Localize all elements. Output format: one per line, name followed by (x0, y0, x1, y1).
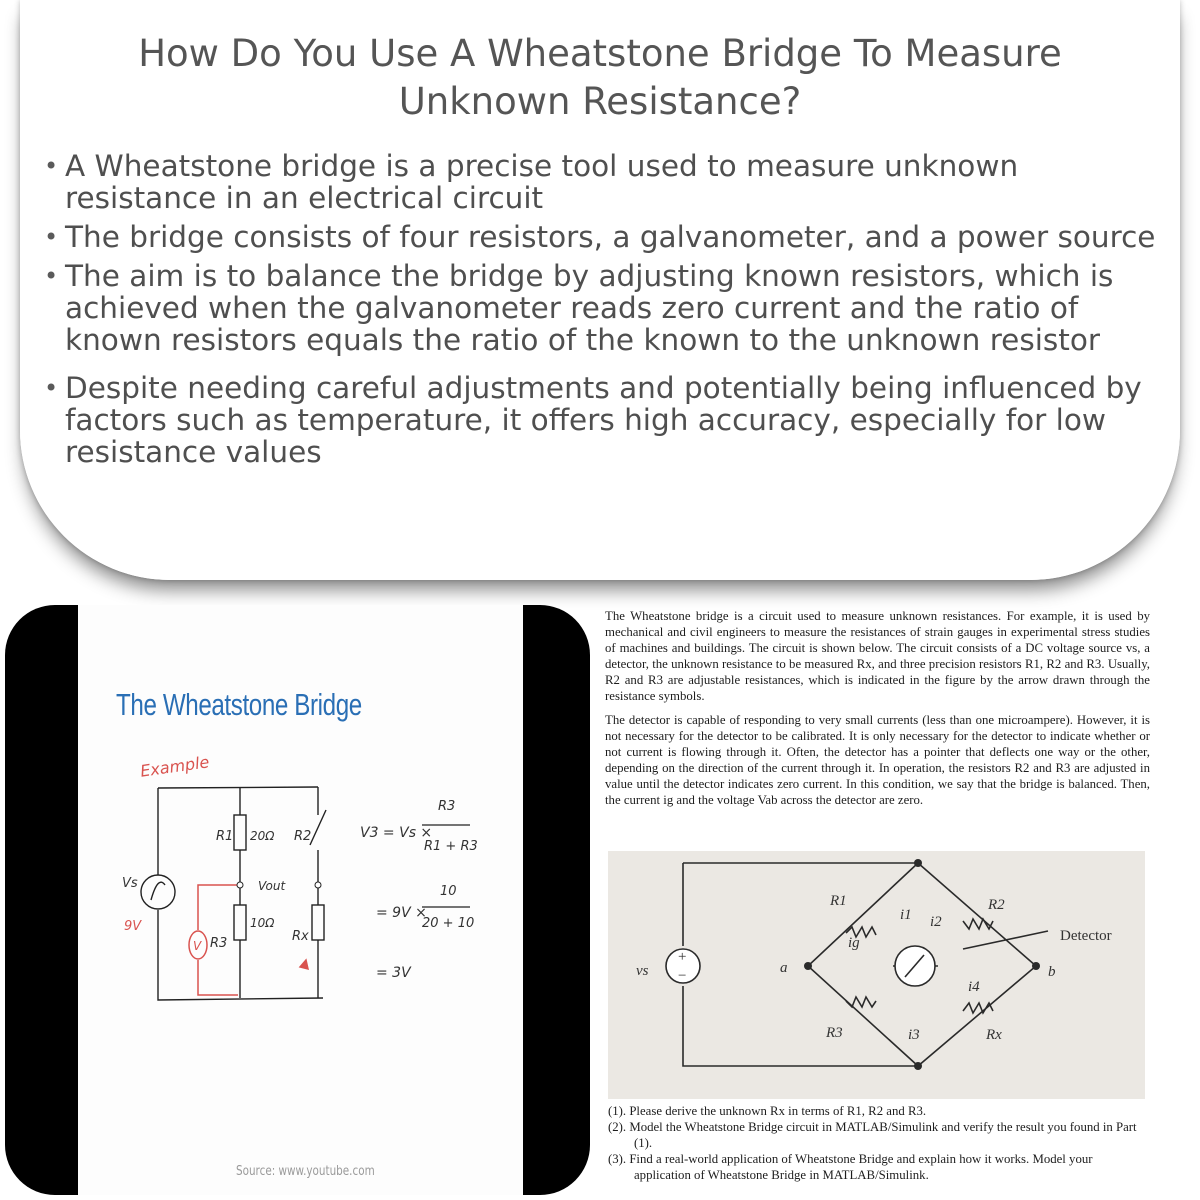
dg-vs: vs (636, 963, 649, 979)
dg-b: b (1048, 964, 1056, 980)
label-r1: R1 (216, 829, 234, 844)
label-vout: Vout (258, 879, 286, 893)
question-list (608, 1103, 1148, 1183)
textbook-excerpt (605, 608, 1150, 1198)
label-vs: Vs (122, 876, 138, 891)
label-9v: 9V (124, 919, 142, 934)
source-caption: Source: www.youtube.com (236, 1164, 375, 1179)
doc-paragraph-1: The Wheatstone bridge is a circuit used to measure unknown resistances. For example, it is used by mechanical and civil engineers to measure the resistances of strain gauges in experimental stress studies of machines and buildings. The circuit is shown below. The circuit consists of a DC voltage source vs, a detector, the unknown resistance to be measured Rx, and three precision resistors R1, R2 and R3. Usually, R2 and R3 are adjustable resistances, which is indicated in the figure by the arrow drawn through the resistance symbols. (605, 609, 1150, 703)
eq1-num: R3 (438, 799, 456, 814)
eq3: = 3V (376, 965, 411, 981)
label-voltmeter: V (193, 939, 202, 953)
bullet-item: • Despite needing careful adjustments and potentially being influenced by factors such as temperature, it offers high accuracy, especially for low resistance values (42, 372, 1162, 468)
dg-rx: Rx (986, 1027, 1002, 1043)
eq1-den: R1 + R3 (424, 839, 478, 854)
video-panel[interactable] (5, 605, 590, 1195)
lecture-slide (78, 605, 523, 1195)
label-20ohm: 20Ω (250, 829, 275, 843)
slide-example-label: Example (139, 752, 211, 781)
bullet-item: • A Wheatstone bridge is a precise tool used to measure unknown resistance in an electrical circuit (42, 150, 1162, 214)
dg-minus: − (678, 968, 687, 984)
dg-r3: R3 (826, 1025, 843, 1041)
question-item: (1). Please derive the unknown Rx in terms of R1, R2 and R3. (608, 1104, 927, 1118)
eq2-num: 10 (440, 884, 457, 899)
dg-plus: + (678, 949, 687, 965)
wheatstone-schematic (608, 851, 1145, 1099)
bullet-item: • The bridge consists of four resistors, a galvanometer, and a power source (42, 221, 1162, 253)
slide-title: The Wheatstone Bridge (116, 687, 362, 722)
label-rx: Rx (292, 929, 309, 944)
eq1-left: V3 = Vs × (360, 825, 433, 841)
question-item: (2). Model the Wheatstone Bridge circuit in MATLAB/Simulink and verify the result you found in Part (1). (608, 1120, 1137, 1150)
dg-ig: ig (848, 935, 860, 951)
handdrawn-circuit (78, 605, 523, 1195)
page-title (40, 30, 1160, 126)
eq2-left: = 9V × (376, 905, 427, 921)
dg-r1: R1 (830, 893, 847, 909)
label-r3: R3 (210, 936, 228, 951)
dg-i1: i1 (900, 907, 912, 923)
circuit-diagram (608, 851, 1145, 1099)
title-line-1: How Do You Use A Wheatstone Bridge To Measure (138, 32, 1062, 75)
doc-paragraph-2: The detector is capable of responding to very small currents (less than one microampere). However, it is not necessary for the detector to be calibrated. It is only necessary for the detector to indicate whether or not current is flowing through it. Often, the detector has a pointer that deflects one way or the other, depending on the direction of the current through it. In operation, the resistors R2 and R3 are adjusted in value until the detector indicates zero current. In this condition, we say that the bridge is balanced. Then, the current ig and the voltage Vab across the detector are zero. (605, 713, 1150, 807)
label-10ohm: 10Ω (250, 916, 275, 930)
bullet-list (42, 150, 1162, 475)
title-line-2: Unknown Resistance? (398, 80, 802, 123)
dg-r2: R2 (988, 897, 1005, 913)
dg-i3: i3 (908, 1027, 920, 1043)
dg-a: a (780, 960, 788, 976)
eq2-den: 20 + 10 (422, 916, 475, 931)
label-r2: R2 (294, 829, 312, 844)
question-item: (3). Find a real-world application of Wheatstone Bridge and explain how it works. Model your application of Wheatstone Bridge in MATLAB/Simulink. (608, 1152, 1093, 1182)
dg-detector: Detector (1060, 928, 1112, 944)
dg-i2: i2 (930, 914, 942, 930)
dg-i4: i4 (968, 979, 980, 995)
bullet-item: • The aim is to balance the bridge by adjusting known resistors, which is achieved when the galvanometer reads zero current and the ratio of known resistors equals the ratio of the known to the unknown resistor (42, 260, 1162, 356)
